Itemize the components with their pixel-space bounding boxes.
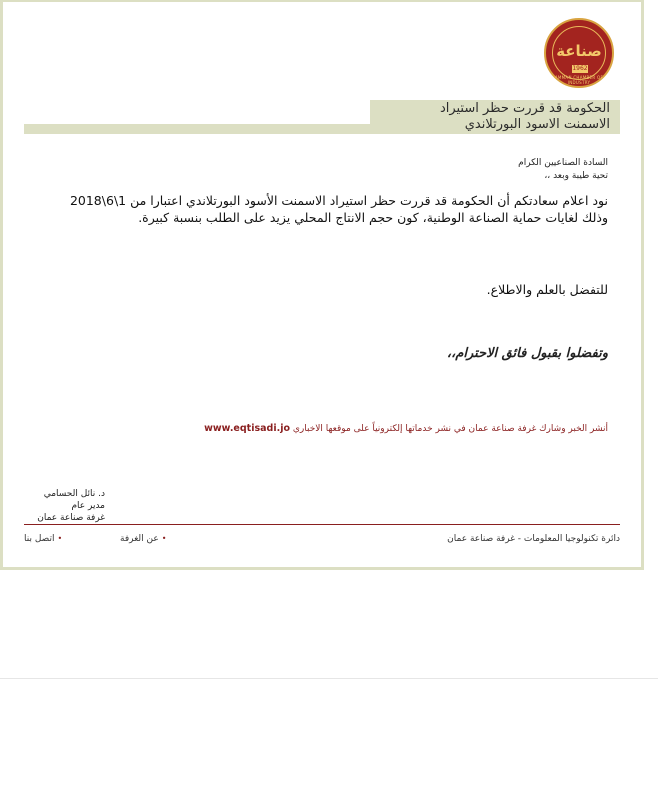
share-notice	[204, 423, 608, 434]
logo-year: 1962	[572, 65, 588, 72]
chamber-logo[interactable]	[544, 18, 614, 88]
about-link-label[interactable]: عن الغرفة	[120, 534, 159, 544]
bullet-icon: •	[161, 534, 167, 543]
title-line-1: الحكومة قد قررت حظر استيراد	[439, 101, 610, 116]
footer-contact-link[interactable]	[24, 534, 62, 544]
logo-subtitle: AMMAN CHAMBER OF INDUSTRY	[554, 75, 604, 85]
salutation-line-2: تحية طيبة وبعد ،،	[544, 171, 608, 181]
article-body: نود اعلام سعادتكم أن الحكومة قد قررت حظر استيراد الاسمنت الأسود البورتلاندي اعتبارا من 1\6\2018 وذلك لغايات حماية الصناعة الوطنية، كون حجم الانتاج المحلي يزيد على الطلب بنسبة كبيرة.	[69, 193, 608, 225]
salutation-line-1: السادة الصناعيين الكرام	[518, 158, 608, 168]
page-divider	[0, 678, 658, 679]
bullet-icon: •	[57, 534, 63, 543]
article-title	[360, 101, 610, 133]
signature-role: مدير عام	[71, 501, 105, 511]
logo-word: صناعة	[556, 42, 602, 60]
footer-rule	[24, 524, 620, 525]
contact-link-label[interactable]: اتصل بنا	[24, 534, 55, 544]
salutation	[518, 157, 608, 183]
signature-name: د. نائل الحسامي	[43, 489, 105, 499]
share-text: أنشر الخبر وشارك غرفة صناعة عمان في نشر خدماتها إلكترونياً على موقعها الاخباري	[292, 424, 608, 434]
signature-block	[25, 488, 105, 524]
footer-about-link[interactable]	[120, 534, 166, 544]
closing-line: للتفضل بالعلم والاطلاع.	[486, 282, 608, 297]
footer-department: دائرة تكنولوجيا المعلومات - غرفة صناعة عمان	[447, 534, 620, 544]
title-line-2: الاسمنت الاسود البورتلاندي	[464, 117, 610, 132]
regards-line: وتفضلوا بقبول فائق الاحترام،،	[446, 346, 608, 361]
share-site-link[interactable]: www.eqtisadi.jo	[204, 423, 290, 434]
signature-org: غرفة صناعة عمان	[37, 513, 105, 523]
